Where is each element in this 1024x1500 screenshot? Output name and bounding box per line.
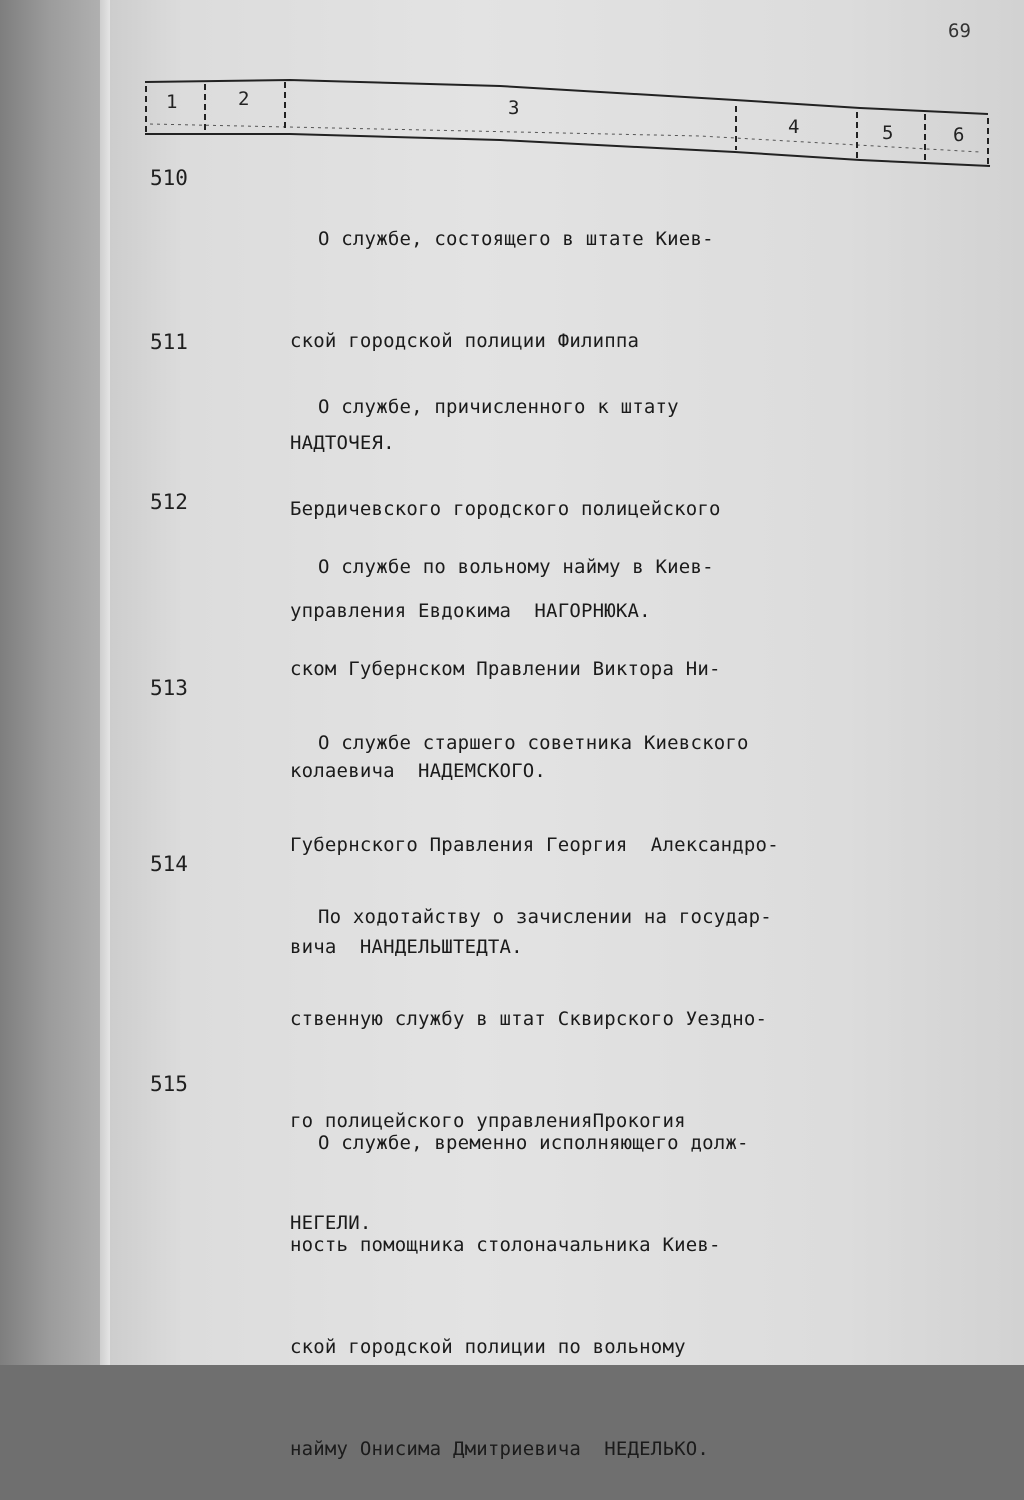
- entry-line: О службе по вольному найму в Киев-: [318, 556, 714, 578]
- entry-line: ской городской полиции по вольному: [290, 1336, 686, 1358]
- header-dashed-line: [150, 124, 980, 152]
- column-5-label: 5: [882, 122, 894, 144]
- entry-line: НЕГЕЛИ.: [290, 1212, 372, 1234]
- column-2-label: 2: [238, 88, 250, 110]
- entry-line: О службе, причисленного к штату: [318, 396, 679, 418]
- entry-line: О службе, состоящего в штате Киев-: [318, 228, 714, 250]
- entry-513-number: 513: [150, 676, 188, 700]
- entry-line: ственную службу в штат Сквирского Уездно-: [290, 1008, 768, 1030]
- header-top-line: [145, 80, 988, 114]
- entry-515-text: [290, 1058, 850, 1500]
- entry-line: управления Евдокима НАГОРНЮКА.: [290, 600, 651, 622]
- entry-line: НАДТОЧЕЯ.: [290, 432, 395, 454]
- column-4-label: 4: [788, 116, 800, 138]
- entry-line: колаевича НАДЕМСКОГО.: [290, 760, 547, 782]
- page-edge: [100, 0, 110, 1365]
- entry-line: О службе старшего советника Киевского: [318, 732, 749, 754]
- entry-510-number: 510: [150, 166, 188, 190]
- column-1-label: 1: [166, 91, 178, 113]
- entry-515-number: 515: [150, 1072, 188, 1096]
- page-number: 69: [948, 20, 971, 42]
- column-3-label: 3: [508, 97, 520, 119]
- entry-line: О службе, временно исполняющего долж-: [318, 1132, 749, 1154]
- entry-line: вича НАНДЕЛЬШТЕДТА.: [290, 936, 523, 958]
- column-6-label: 6: [953, 124, 965, 146]
- entry-line: го полицейского управленияПрокогия: [290, 1110, 686, 1132]
- entry-514-number: 514: [150, 852, 188, 876]
- binding-shadow: [0, 0, 100, 1365]
- entry-line: найму Онисима Дмитриевича НЕДЕЛЬКО.: [290, 1438, 710, 1460]
- entry-line: ском Губернском Правлении Виктора Ни-: [290, 658, 721, 680]
- entry-line: ность помощника столоначальника Киев-: [290, 1234, 721, 1256]
- entry-line: ской городской полиции Филиппа: [290, 330, 640, 352]
- entry-line: Губернского Правления Георгия Александро-: [290, 834, 779, 856]
- entry-512-number: 512: [150, 490, 188, 514]
- entry-line: Бердичевского городского полицейского: [290, 498, 721, 520]
- entry-line: По ходотайству о зачислении на государ-: [318, 906, 772, 928]
- header-separators: [146, 82, 988, 164]
- entry-511-number: 511: [150, 330, 188, 354]
